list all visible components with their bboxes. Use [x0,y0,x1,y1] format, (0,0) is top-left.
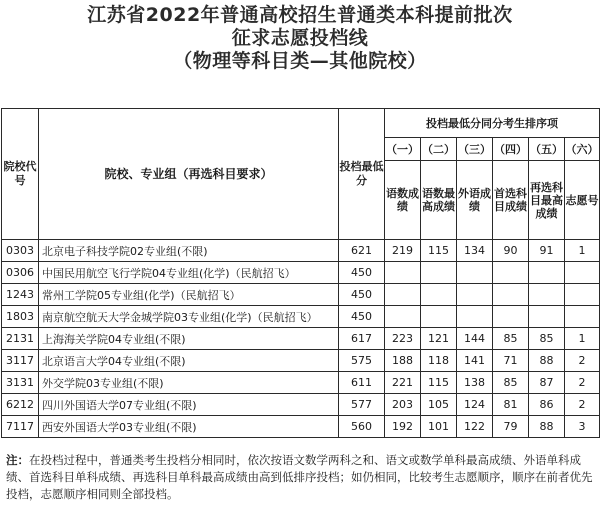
document-title [0,0,600,73]
cell-c1 [385,284,421,306]
cell-name: 中国民用航空飞行学院04专业组(化学)（民航招飞） [39,262,339,284]
cell-c4: 79 [493,416,529,438]
cell-c1: 219 [385,240,421,262]
cell-score: 560 [339,416,385,438]
cell-c3 [457,306,493,328]
cell-code: 1803 [2,306,39,328]
cell-c3 [457,262,493,284]
cell-c6: 2 [565,372,600,394]
cell-score: 577 [339,394,385,416]
cell-name: 北京电子科技学院02专业组(不限) [39,240,339,262]
cell-c5 [529,284,565,306]
cell-score: 621 [339,240,385,262]
cell-c2 [421,262,457,284]
cell-score: 575 [339,350,385,372]
cell-c3: 141 [457,350,493,372]
cell-c5 [529,306,565,328]
cell-c2: 121 [421,328,457,350]
header-label-6: 志愿号 [565,161,600,240]
table-row [2,240,600,262]
cell-c1: 203 [385,394,421,416]
header-num-3: （三） [457,138,493,161]
cell-c2: 118 [421,350,457,372]
cell-c6: 1 [565,240,600,262]
cell-name: 上海海关学院04专业组(不限) [39,328,339,350]
cell-c3: 144 [457,328,493,350]
header-name: 院校、专业组（再选科目要求） [39,109,339,240]
cell-c4 [493,262,529,284]
cell-c2: 101 [421,416,457,438]
cell-score: 450 [339,262,385,284]
table-row [2,350,600,372]
header-num-2: （二） [421,138,457,161]
cell-c1 [385,262,421,284]
cell-c4: 85 [493,372,529,394]
header-score: 投档最低分 [339,109,385,240]
cell-name: 南京航空航天大学金城学院03专业组(化学)（民航招飞） [39,306,339,328]
table-row [2,306,600,328]
cell-code: 3117 [2,350,39,372]
cell-c6: 1 [565,328,600,350]
cell-code: 6212 [2,394,39,416]
cell-c4 [493,284,529,306]
cell-c1: 223 [385,328,421,350]
cell-code: 0306 [2,262,39,284]
cell-code: 7117 [2,416,39,438]
cell-c6 [565,284,600,306]
cell-c2: 105 [421,394,457,416]
cell-c4: 81 [493,394,529,416]
header-label-2: 语数最高成绩 [421,161,457,240]
cell-c6 [565,306,600,328]
cell-c3: 124 [457,394,493,416]
cell-c5: 88 [529,416,565,438]
cell-c4 [493,306,529,328]
header-code: 院校代号 [2,109,39,240]
table-row [2,394,600,416]
cell-c4: 90 [493,240,529,262]
cell-c2 [421,284,457,306]
title-line-3: （物理等科目类—其他院校） [173,50,427,72]
cell-name: 四川外国语大学07专业组(不限) [39,394,339,416]
header-num-6: （六） [565,138,600,161]
cell-name: 北京语言大学04专业组(不限) [39,350,339,372]
cell-c1: 188 [385,350,421,372]
cell-name: 常州工学院05专业组(化学)（民航招飞） [39,284,339,306]
header-label-4: 首选科目成绩 [493,161,529,240]
header-label-1: 语数成绩 [385,161,421,240]
cell-score: 617 [339,328,385,350]
cell-c5: 87 [529,372,565,394]
cell-c5: 91 [529,240,565,262]
cell-c3 [457,284,493,306]
cell-name: 外交学院03专业组(不限) [39,372,339,394]
cell-c1: 221 [385,372,421,394]
table-row [2,284,600,306]
cell-score: 450 [339,306,385,328]
header-label-5: 再选科目最高成绩 [529,161,565,240]
header-row [2,109,600,138]
cell-code: 1243 [2,284,39,306]
cell-c4: 85 [493,328,529,350]
table-row [2,372,600,394]
footnote-text: 在投档过程中，普通类考生投档分相同时，依次按语文数学两科之和、语文或数学单科最高成绩、外语单科成绩、首选科目单科成绩、再选科目单科最高成绩由高到低排序投档；如仍相同，比较考生志愿顺序，顺序在前者优先投档，志愿顺序相同则全部投档。 [6,453,593,501]
header-label-3: 外语成绩 [457,161,493,240]
header-tiebreak-group: 投档最低分同分考生排序项 [385,109,600,138]
title-line-2: 征求志愿投档线 [231,27,369,49]
header-num-5: （五） [529,138,565,161]
cell-name: 西安外国语大学03专业组(不限) [39,416,339,438]
cell-c5: 86 [529,394,565,416]
cell-c6: 2 [565,394,600,416]
cell-c1 [385,306,421,328]
cell-code: 0303 [2,240,39,262]
cell-code: 3131 [2,372,39,394]
admission-score-table [1,108,600,438]
cell-c6 [565,262,600,284]
cell-c3: 138 [457,372,493,394]
table-row [2,262,600,284]
header-num-4: （四） [493,138,529,161]
cell-c5: 85 [529,328,565,350]
header-num-1: （一） [385,138,421,161]
footnote-label: 注： [6,453,29,467]
cell-c2 [421,306,457,328]
cell-c5 [529,262,565,284]
cell-score: 611 [339,372,385,394]
cell-c5: 88 [529,350,565,372]
cell-c3: 134 [457,240,493,262]
cell-c1: 192 [385,416,421,438]
cell-c4: 71 [493,350,529,372]
footnote [6,452,596,503]
cell-code: 2131 [2,328,39,350]
table-row [2,328,600,350]
cell-c2: 115 [421,240,457,262]
title-line-1: 江苏省2022年普通高校招生普通类本科提前批次 [87,4,513,26]
cell-c6: 3 [565,416,600,438]
cell-c3: 122 [457,416,493,438]
cell-c2: 115 [421,372,457,394]
table-row [2,416,600,438]
cell-score: 450 [339,284,385,306]
cell-c6: 2 [565,350,600,372]
